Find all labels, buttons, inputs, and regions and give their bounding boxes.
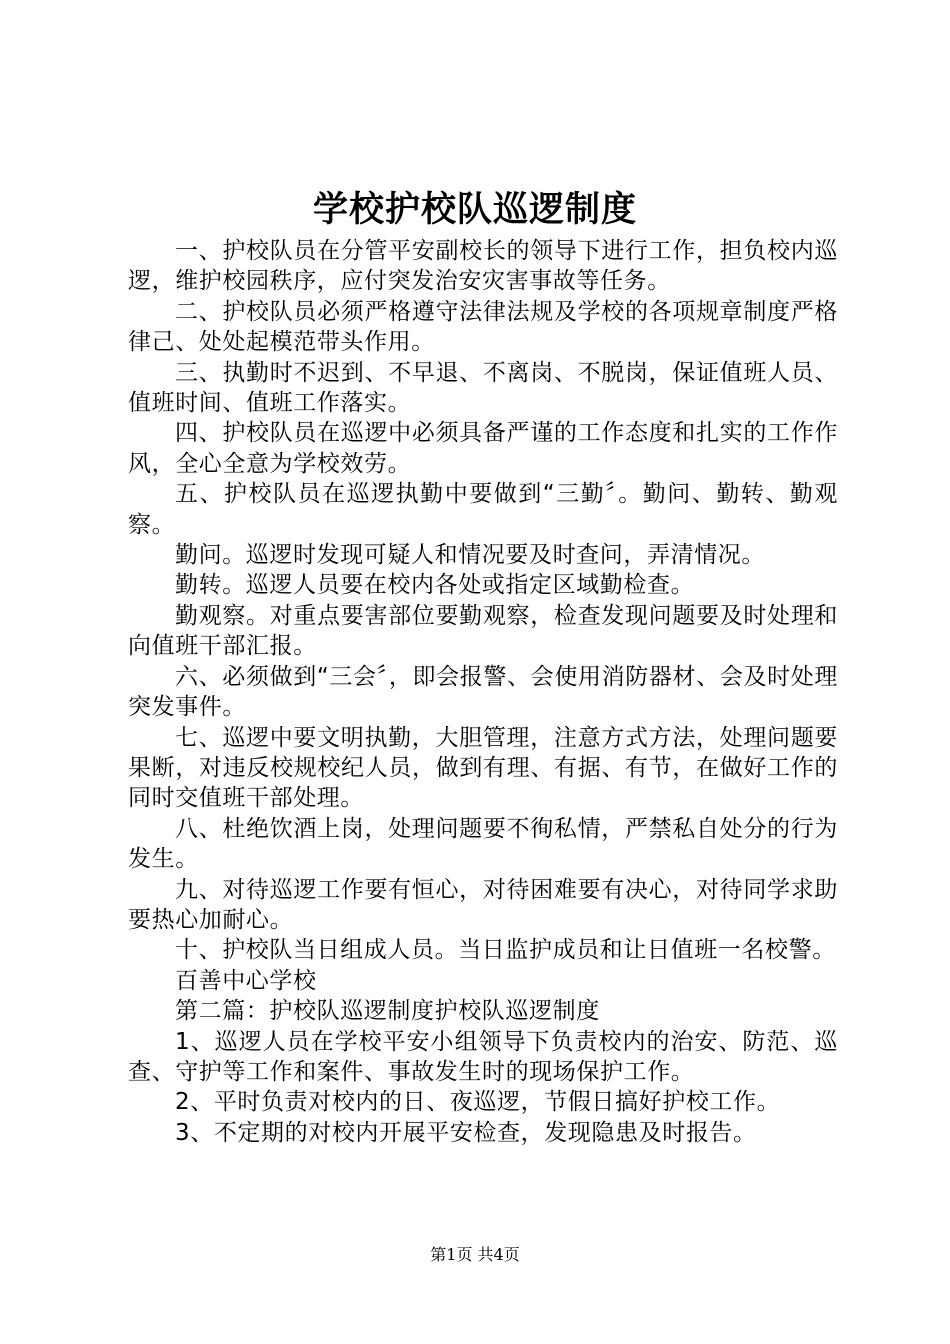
- paragraph-16: 1、巡逻人员在学校平安小组领导下负责校内的治安、防范、巡查、守护等工作和案件、事故发生时的现场保护工作。: [128, 1028, 838, 1085]
- paragraph-10: 七、巡逻中要文明执勤，大胆管理，注意方式方法，处理问题要果断，对违反校规校纪人员，做到有理、有据、有节，在做好工作的同时交值班干部处理。: [128, 724, 838, 812]
- paragraph-13: 十、护校队当日组成人员。当日监护成员和让日值班一名校警。: [175, 937, 836, 964]
- paragraph-6: 勤问。巡逻时发现可疑人和情况要及时查问，弄清情况。: [175, 542, 765, 569]
- page-number-footer: 第1页 共4页: [430, 1245, 520, 1264]
- paragraph-7: 勤转。巡逻人员要在校内各处或指定区域勤检查。: [175, 572, 695, 599]
- section-heading-part-two: 第二篇：护校队巡逻制度护校队巡逻制度: [175, 998, 600, 1025]
- paragraph-17: 2、平时负责对校内的日、夜巡逻，节假日搞好护校工作。: [175, 1089, 781, 1116]
- document-title: 学校护校队巡逻制度: [312, 189, 637, 230]
- school-signature: 百善中心学校: [175, 967, 317, 994]
- paragraph-2: 二、护校队员必须严格遵守法律法规及学校的各项规章制度严格律己、处处起模范带头作用。: [128, 298, 838, 356]
- paragraph-12: 九、对待巡逻工作要有恒心，对待困难要有决心，对待同学求助要热心加耐心。: [128, 876, 838, 933]
- paragraph-3: 三、执勤时不迟到、不早退、不离岗、不脱岗，保证值班人员、值班时间、值班工作落实。: [128, 359, 838, 417]
- paragraph-8: 勤观察。对重点要害部位要勤观察，检查发现问题要及时处理和向值班干部汇报。: [128, 602, 838, 660]
- paragraph-5: 五、护校队员在巡逻执勤中要做到“三勤〞。勤问、勤转、勤观察。: [128, 481, 838, 538]
- paragraph-1: 一、护校队员在分管平安副校长的领导下进行工作，担负校内巡逻，维护校园秩序，应付突发治安灾害事故等任务。: [128, 238, 838, 295]
- paragraph-18: 3、不定期的对校内开展平安检查，发现隐患及时报告。: [175, 1119, 757, 1146]
- paragraph-9: 六、必须做到“三会〞，即会报警、会使用消防器材、会及时处理突发事件。: [128, 663, 838, 721]
- document-body: [128, 236, 838, 1148]
- paragraph-4: 四、护校队员在巡逻中必须具备严谨的工作态度和扎实的工作作风，全心全意为学校效劳。: [128, 420, 838, 477]
- paragraph-11: 八、杜绝饮酒上岗，处理问题要不徇私情，严禁私自处分的行为发生。: [128, 815, 838, 873]
